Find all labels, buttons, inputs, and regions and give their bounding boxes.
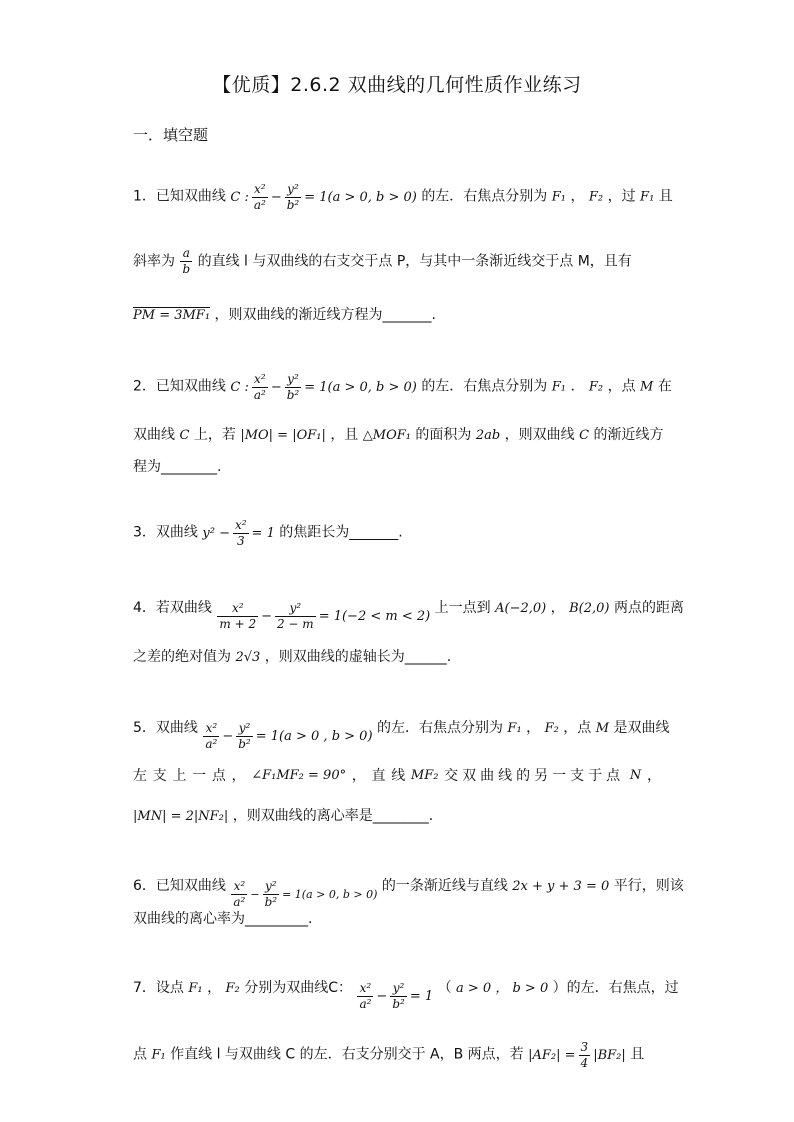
question-5-line-1: 5．双曲线 $\frac{\text{x²}}{\text{a²}}$ − $\frac{\text{y²}}{\text{b²}}$ = 1(a > 0 , b > 0) 的左．右焦点分别为 F₁ ， F₂ ，点 M 是双曲线 — [133, 720, 670, 751]
question-5-line-2: 左 支 上 一 点 ， ∠F₁MF₂ = 90° ， 直 线 MF₂ 交双曲线的另一支于点 N ， — [133, 768, 661, 784]
question-1-line-1: 1．已知双曲线 C : $\frac{\text{x²}}{\text{a²}}$ − $\frac{\text{y²}}{\text{b²}}$ = 1(a > 0, b > 0) 的左．右焦点分别为 F₁ ， F₂ ，过 F₁ 且 — [133, 182, 673, 212]
page-title: 【优质】2.6.2 双曲线的几何性质作业练习 — [212, 74, 582, 96]
question-6-line-1: 6．已知双曲线 $\frac{\text{x²}}{\text{a²}}$ − $\frac{\text{y²}}{\text{b²}}$ = 1(a > 0, b > 0) 的一条渐近线与直线 2x + y + 3 = 0 平行，则该 — [133, 878, 684, 909]
question-5-line-3: |MN| = 2|NF₂| ，则双曲线的离心率是________. — [133, 808, 434, 824]
question-2-line-1: 2．已知双曲线 C : $\frac{\text{x²}}{\text{a²}}$ − $\frac{\text{y²}}{\text{b²}}$ = 1(a > 0, b > 0) 的左．右焦点分别为 F₁ ． F₂ ，点 M 在 — [133, 372, 672, 402]
question-2-line-2: 双曲线 C 上，若 |MO| = |OF₁| ，且 △MOF₁ 的面积为 2ab ，则双曲线 C 的渐近线方 — [133, 427, 664, 443]
question-4-line-1: 4．若双曲线 $\frac{\text{x²}}{m + 2}$ − $\frac{\text{y²}}{2 - m}$ = 1(−2 < m < 2) 上一点到 A(−2,0) ， B(2,0) 两点的距离 — [133, 600, 684, 631]
hyperbola-equation: C : $\frac{\text{x²}}{\text{a²}}$ − $\frac{\text{y²}}{\text{b²}}$ = 1(a > 0, b > 0) — [230, 182, 417, 212]
question-1-line-2: 斜率为 $\frac{a}{b}$ 的直线 l 与双曲线的右支交于点 P，与其中一条渐近线交于点 M，且有 — [133, 246, 632, 276]
question-7-line-1: 7．设点 F₁ ， F₂ 分别为双曲线C： $\frac{\text{x²}}{\text{a²}}$ − $\frac{\text{y²}}{\text{b²}}$ = 1 （ a > 0 ， b > 0 ）的左．右焦点，过 — [133, 980, 679, 1011]
question-6-line-2: 双曲线的离心率为_________. — [133, 911, 313, 927]
question-2-line-3: 程为________. — [133, 459, 222, 475]
question-1-line-3: PM = 3MF₁ ，则双曲线的渐近线方程为_______. — [133, 307, 436, 323]
question-3-line-1: 3．双曲线 y² − $\frac{\text{x²}}{3}$ = 1 的焦距长为_______. — [133, 518, 403, 548]
question-7-line-2: 点 F₁ 作直线 l 与双曲线 C 的左．右支分别交于 A，B 两点，若 |AF₂| = $\frac{3}{4}$ |BF₂| 且 — [133, 1040, 645, 1070]
section-heading: 一．填空题 — [133, 126, 209, 144]
question-4-line-2: 之差的绝对值为 2√3 ，则双曲线的虚轴长为______. — [133, 649, 452, 665]
